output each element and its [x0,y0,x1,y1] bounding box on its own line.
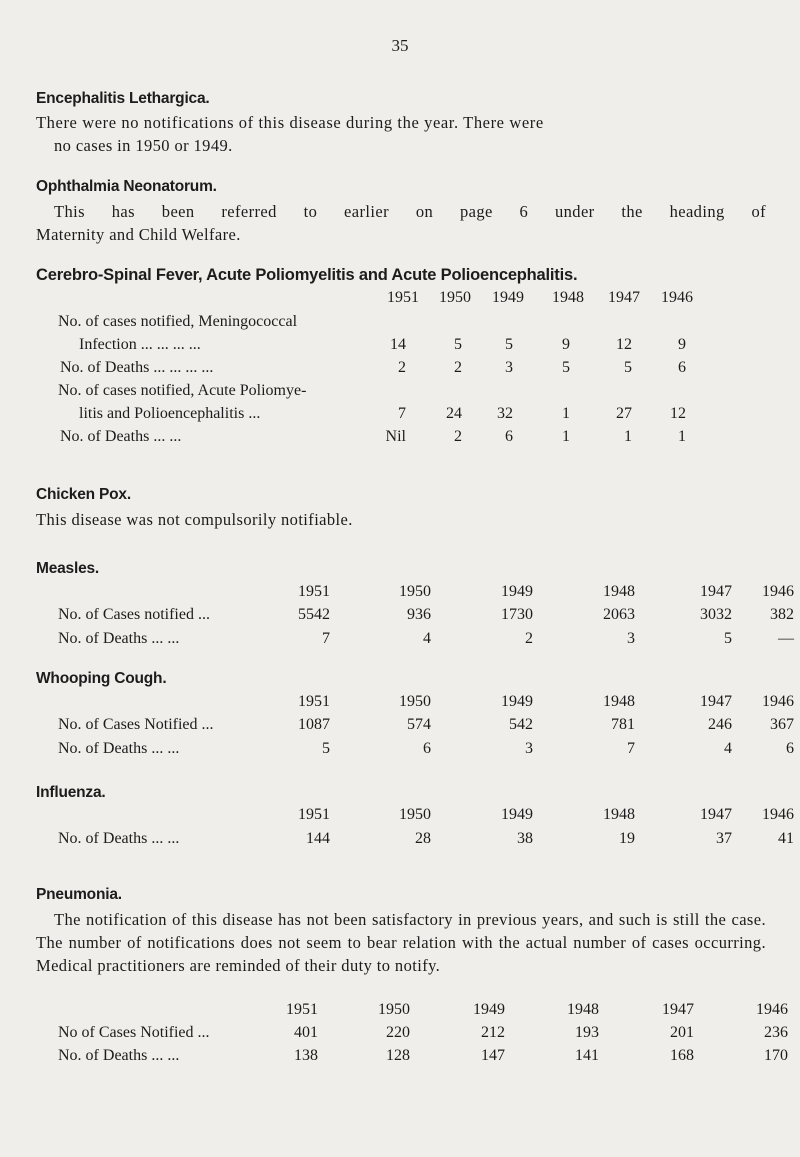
cerebro-row-label-line [58,382,758,404]
year-label: 1950 [378,1001,410,1018]
table-cell: 7 [627,740,635,757]
table-cell: 9 [678,336,686,353]
year-label: 1950 [399,693,431,710]
row-label: No. of Deaths ... ... [58,630,180,647]
year-label: 1948 [603,693,635,710]
table-cell: 6 [505,428,513,445]
table-cell: 1730 [501,606,533,623]
ophthalmia-heading: Ophthalmia Neonatorum. [36,178,217,195]
row-label: No. of Deaths ... ... [58,740,180,757]
table-cell: 367 [770,716,794,733]
table-cell: 3032 [700,606,732,623]
table-cell: 1087 [298,716,330,733]
table-cell: 542 [509,716,533,733]
year-label: 1951 [298,583,330,600]
year-label: 1948 [552,289,584,306]
year-label: 1951 [298,806,330,823]
table-cell: 168 [670,1047,694,1064]
table-cell: 193 [575,1024,599,1041]
year-label: 1951 [387,289,419,306]
table-cell: 5 [322,740,330,757]
row-label: No. of Cases Notified ... [58,716,214,733]
table-cell: 147 [481,1047,505,1064]
cerebro-row-deaths-2 [0,428,800,450]
table-cell: 201 [670,1024,694,1041]
year-label: 1948 [603,806,635,823]
table-cell: 2063 [603,606,635,623]
year-label: 1946 [762,693,794,710]
table-cell: 7 [398,405,406,422]
influenza-year-header [0,806,800,828]
table-cell: 574 [407,716,431,733]
encephalitis-text-line1: There were no notifications of this disease during the year. There were [36,113,544,132]
influenza-heading: Influenza. [36,784,106,801]
table-cell: 6 [786,740,794,757]
year-label: 1946 [762,583,794,600]
table-cell: 6 [678,359,686,376]
whooping-year-header [0,693,800,715]
encephalitis-text-line2: no cases in 1950 or 1949. [54,136,233,155]
year-label: 1951 [286,1001,318,1018]
table-cell: 9 [562,336,570,353]
table-cell: 936 [407,606,431,623]
table-cell: 141 [575,1047,599,1064]
table-cell: 1 [624,428,632,445]
table-cell: 24 [446,405,462,422]
cerebro-row-poliomyelitis [0,405,800,427]
encephalitis-heading: Encephalitis Lethargica. [36,90,210,107]
table-cell: 38 [517,830,533,847]
table-cell: 5 [724,630,732,647]
table-cell: 2 [454,359,462,376]
year-label: 1950 [399,583,431,600]
row-label: No. of Deaths ... ... ... ... [60,359,214,376]
table-cell: 236 [764,1024,788,1041]
year-label: 1947 [700,693,732,710]
cerebro-row-meningococcal [0,336,800,358]
table-cell: 7 [322,630,330,647]
ophthalmia-text-line1: This has been referred to earlier on page 6 under the heading of [54,202,766,221]
whooping-row-notified [0,716,800,738]
table-cell: 6 [423,740,431,757]
table-cell: — [778,630,794,647]
whooping-row-deaths [0,740,800,762]
cerebro-row-deaths-1 [0,359,800,381]
table-cell: 4 [724,740,732,757]
table-cell: 138 [294,1047,318,1064]
measles-heading: Measles. [36,560,100,577]
whooping-cough-heading: Whooping Cough. [36,670,167,687]
pneumonia-paragraph: The notification of this disease has not been satisfactory in previous years, and such is still the case. The number of notifications does not seem to bear relation with the actual number of cases occurring. Medical practitioners are reminded of their duty to notify. [36,910,766,975]
cerebro-heading: Cerebro-Spinal Fever, Acute Poliomyelitis and Acute Polioencephalitis. [36,266,578,284]
year-label: 1948 [567,1001,599,1018]
pneumonia-row-notified [0,1024,800,1046]
year-label: 1947 [700,806,732,823]
table-cell: 5 [454,336,462,353]
cerebro-year-header [0,289,800,311]
table-cell: 1 [678,428,686,445]
table-cell: 2 [525,630,533,647]
table-cell: 1 [562,405,570,422]
year-label: 1949 [473,1001,505,1018]
table-cell: 4 [423,630,431,647]
pneumonia-year-header [0,1001,800,1023]
year-label: 1947 [662,1001,694,1018]
year-label: 1949 [501,806,533,823]
table-cell: 212 [481,1024,505,1041]
row-label: No of Cases Notified ... [58,1024,210,1041]
table-cell: 220 [386,1024,410,1041]
table-cell: 28 [415,830,431,847]
year-label: 1949 [501,583,533,600]
table-cell: 5542 [298,606,330,623]
table-cell: 32 [497,405,513,422]
measles-row-notified [0,606,800,628]
row-label: No. of Cases notified ... [58,606,210,623]
table-cell: 382 [770,606,794,623]
table-cell: 12 [670,405,686,422]
table-cell: 5 [624,359,632,376]
table-cell: 1 [562,428,570,445]
measles-year-header [0,583,800,605]
row-label: No. of cases notified, Acute Poliomye- [58,382,307,399]
table-cell: 128 [386,1047,410,1064]
row-label: No. of Deaths ... ... [58,830,180,847]
table-cell: 781 [611,716,635,733]
row-label: No. of Deaths ... ... [58,1047,180,1064]
year-label: 1951 [298,693,330,710]
table-cell: 401 [294,1024,318,1041]
year-label: 1950 [399,806,431,823]
pneumonia-row-deaths [0,1047,800,1069]
chicken-pox-text: This disease was not compulsorily notifiable. [36,510,353,529]
table-cell: 12 [616,336,632,353]
chicken-pox-heading: Chicken Pox. [36,486,131,503]
table-cell: 2 [398,359,406,376]
row-label: litis and Polioencephalitis ... [79,405,261,422]
year-label: 1947 [608,289,640,306]
table-cell: 19 [619,830,635,847]
table-cell: 246 [708,716,732,733]
table-cell: 41 [778,830,794,847]
table-cell: Nil [385,428,406,445]
table-cell: 5 [505,336,513,353]
year-label: 1949 [492,289,524,306]
row-label: No. of cases notified, Meningococcal [58,313,298,330]
measles-row-deaths [0,630,800,652]
year-label: 1949 [501,693,533,710]
ophthalmia-text-line2: Maternity and Child Welfare. [36,225,241,244]
table-cell: 27 [616,405,632,422]
year-label: 1946 [756,1001,788,1018]
table-cell: 3 [627,630,635,647]
row-label: Infection ... ... ... ... [79,336,201,353]
table-cell: 2 [454,428,462,445]
row-label: No. of Deaths ... ... [60,428,182,445]
table-cell: 5 [562,359,570,376]
year-label: 1946 [661,289,693,306]
table-cell: 170 [764,1047,788,1064]
year-label: 1948 [603,583,635,600]
year-label: 1946 [762,806,794,823]
table-cell: 3 [525,740,533,757]
table-cell: 144 [306,830,330,847]
table-cell: 14 [390,336,406,353]
year-label: 1950 [439,289,471,306]
page-number: 35 [391,36,409,55]
cerebro-row-label-line [58,313,758,335]
table-cell: 3 [505,359,513,376]
influenza-row-deaths [0,830,800,852]
pneumonia-heading: Pneumonia. [36,886,122,903]
year-label: 1947 [700,583,732,600]
table-cell: 37 [716,830,732,847]
